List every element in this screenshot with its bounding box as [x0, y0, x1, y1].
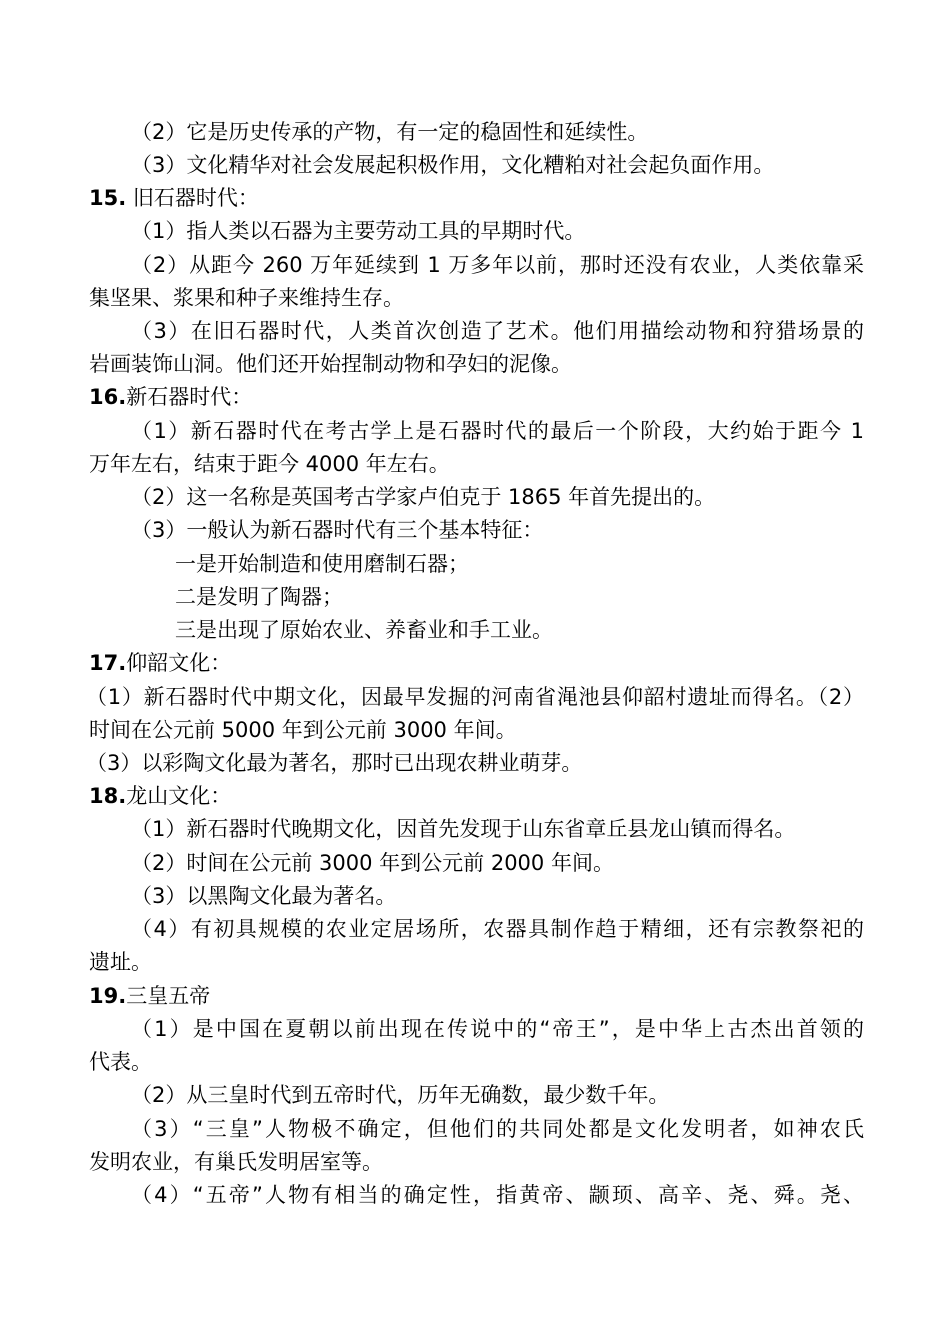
- text-line: （2）这一名称是英国考古学家卢伯克于 1865 年首先提出的。: [131, 485, 716, 509]
- text-line: 万年左右，结束于距今 4000 年左右。: [89, 452, 450, 476]
- text-line: （1）新石器时代在考古学上是石器时代的最后一个阶段，大约始于距今 1: [131, 419, 864, 443]
- text-line: 遗址。: [89, 950, 152, 974]
- text-line: 岩画装饰山洞。他们还开始捏制动物和孕妇的泥像。: [89, 352, 572, 376]
- text-line: （2）从距今 260 万年延续到 1 万多年以前，那时还没有农业，人类依靠采: [131, 253, 864, 277]
- section-heading-18: 18.龙山文化：: [89, 784, 232, 808]
- section-heading-15: 15. 旧石器时代：: [89, 186, 259, 210]
- text-line: 时间在公元前 5000 年到公元前 3000 年间。: [89, 718, 517, 742]
- text-line: （1）是中国在夏朝以前出现在传说中的“帝王”，是中华上古杰出首领的: [131, 1017, 864, 1041]
- section-heading-16: 16.新石器时代：: [89, 385, 253, 409]
- text-line: （1）指人类以石器为主要劳动工具的早期时代。: [131, 219, 586, 243]
- text-line: 一是开始制造和使用磨制石器；: [175, 552, 469, 576]
- text-line: （3）在旧石器时代，人类首次创造了艺术。他们用描绘动物和狩猎场景的: [131, 319, 864, 343]
- text-line: （3）“三皇”人物极不确定，但他们的共同处都是文化发明者，如神农氏: [131, 1117, 864, 1141]
- text-line: （4）有初具规模的农业定居场所，农器具制作趋于精细，还有宗教祭祀的: [131, 917, 864, 941]
- text-line: （1）新石器时代晚期文化，因首先发现于山东省章丘县龙山镇而得名。: [131, 817, 796, 841]
- text-line: 代表。: [89, 1050, 152, 1074]
- text-line: 二是发明了陶器；: [175, 585, 343, 609]
- text-line: （2）时间在公元前 3000 年到公元前 2000 年间。: [131, 851, 614, 875]
- text-line: （3）以彩陶文化最为著名，那时已出现农耕业萌芽。: [86, 751, 583, 775]
- text-line: （2）它是历史传承的产物，有一定的稳固性和延续性。: [131, 120, 649, 144]
- text-line: （3）一般认为新石器时代有三个基本特征：: [131, 518, 544, 542]
- text-line: （3）以黑陶文化最为著名。: [131, 884, 397, 908]
- text-line: 集坚果、浆果和种子来维持生存。: [89, 286, 404, 310]
- text-line: 发明农业，有巢氏发明居室等。: [89, 1150, 383, 1174]
- text-line: （4）“五帝”人物有相当的确定性，指黄帝、颛顼、高辛、尧、舜。尧、: [131, 1183, 864, 1207]
- text-line: （3）文化精华对社会发展起积极作用，文化糟粕对社会起负面作用。: [131, 153, 775, 177]
- text-line: 三是出现了原始农业、养畜业和手工业。: [175, 618, 553, 642]
- text-line: （1）新石器时代中期文化，因最早发掘的河南省渑池县仰韶村遗址而得名。（2）: [86, 685, 864, 709]
- text-line: （2）从三皇时代到五帝时代，历年无确数，最少数千年。: [131, 1083, 670, 1107]
- section-heading-17: 17.仰韶文化：: [89, 651, 232, 675]
- section-heading-19: 19.三皇五帝: [89, 984, 211, 1008]
